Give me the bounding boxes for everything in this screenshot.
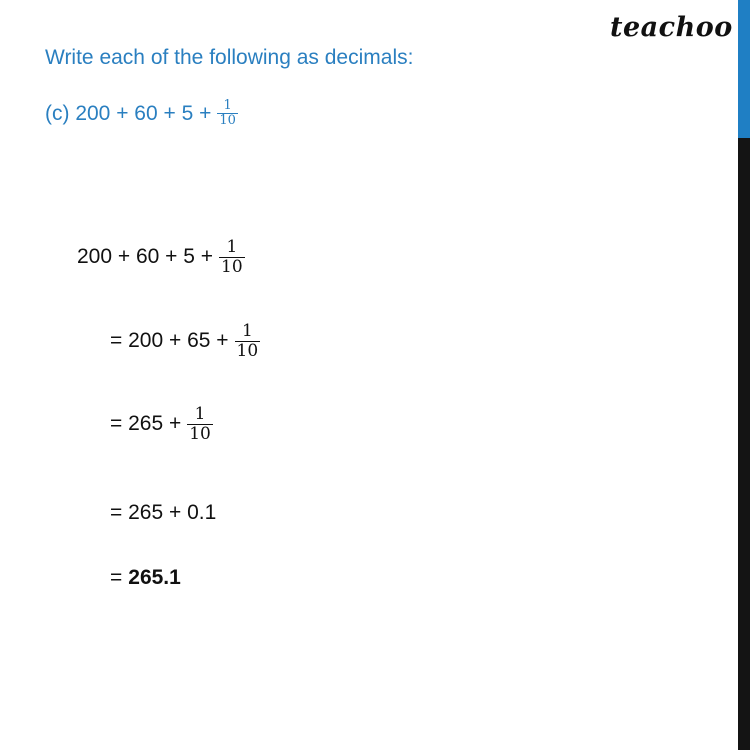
fraction-numerator: 1 xyxy=(223,98,232,113)
sidebar-dark-bar xyxy=(738,138,750,750)
fraction-denominator: 10 xyxy=(219,113,236,129)
step-text: = 200 + 65 + xyxy=(110,329,229,353)
fraction-numerator: 1 xyxy=(241,321,253,341)
question-fraction xyxy=(217,99,238,129)
sidebar-accent-bar xyxy=(738,0,750,138)
step-fraction xyxy=(187,405,213,443)
step-text: = 265 + 0.1 xyxy=(110,501,217,524)
solution-step-3 xyxy=(110,405,213,443)
question-part-c xyxy=(45,99,238,129)
answer-prefix: = xyxy=(110,566,123,589)
answer-value: 265.1 xyxy=(128,566,181,589)
question-part-text: (c) 200 + 60 + 5 + xyxy=(45,101,212,125)
fraction-numerator: 1 xyxy=(226,237,238,257)
fraction-denominator: 10 xyxy=(221,256,243,277)
step-text: 200 + 60 + 5 + xyxy=(77,245,214,269)
step-text: = 265 + xyxy=(110,412,182,436)
solution-final-answer xyxy=(110,566,181,590)
fraction-denominator: 10 xyxy=(236,340,259,361)
solution-step-4 xyxy=(110,501,216,525)
fraction-denominator: 10 xyxy=(189,423,211,444)
step-fraction xyxy=(219,238,245,276)
teachoo-logo: teachoo xyxy=(610,12,733,43)
solution-step-2 xyxy=(110,322,260,360)
fraction-numerator: 1 xyxy=(194,404,206,424)
solution-step-1 xyxy=(77,238,245,276)
step-fraction xyxy=(235,322,261,360)
question-title: Write each of the following as decimals: xyxy=(45,46,414,69)
